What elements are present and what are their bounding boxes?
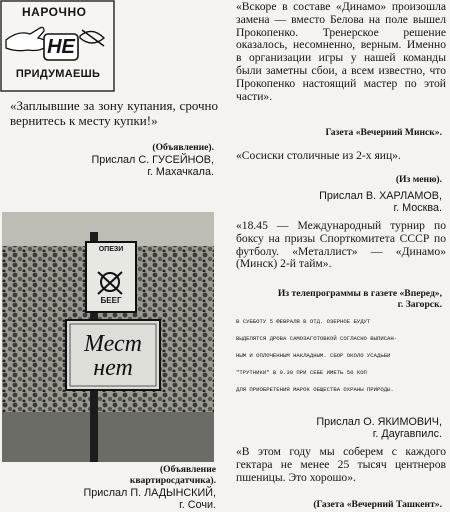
right-item-1-quote: «Вскоре в составе «Динамо» произошла замена — вместо Белова на поле вышел Прокопенко. Тренерское решение оказалось, несомненно, верным. Именно в организации игры у нашей команды были заметны сбои, а всем известно, что Прокопенко настоящий мастер по этой части». [236, 0, 446, 103]
left-item-1-note: (Объявление). [152, 142, 214, 153]
left-item-1-quote: «Заплывшие за зону купания, срочно вернитесь к месту купки!» [10, 98, 218, 128]
right-item-3-city: г. Загорск. [397, 299, 442, 310]
left-item-1-sender [10, 154, 214, 167]
typed-line: "ТРУТНИКИ" В 9.30 ПРИ СЕБЕ ИМЕТЬ 50 КОП [236, 369, 367, 376]
logo-line-1: НАРОЧНО [22, 5, 87, 19]
right-item-2-sender [236, 190, 442, 203]
sign-word: БЕЕГ [100, 296, 122, 305]
typed-line: НЫМ И ОПЛОЧЕННЫМ НАКЛАДНЫМ. СБОР ОКОЛО УСАДЬБИ [236, 352, 391, 359]
left-item-2-city: г. Сочи. [179, 499, 216, 511]
left-item-1-city: г. Махачкала. [147, 166, 214, 178]
left-item-2-sender [10, 487, 216, 500]
left-item-2-note-2: квартиросдатчика). [129, 475, 216, 486]
right-item-2-note: (Из меню). [395, 174, 442, 185]
sign-top-text: ОПЕЗИ [98, 246, 124, 253]
photo [2, 212, 214, 462]
right-item-1-source: Газета «Вечерний Минск». [325, 127, 442, 138]
right-item-4-source: (Газета «Вечерний Ташкент». [313, 499, 442, 510]
right-item-3-quote: «18.45 — Международный турнир по боксу на призы Спорткомитета СССР по футболу. «Металлист» — «Динамо» (Минск) 2-й тайм». [236, 219, 446, 271]
sender-prefix: Прислал [316, 416, 361, 428]
typed-line: ДЛЯ ПРИОБРЕТЕНИЯ МАРОК ОБЩЕСТВА ОХРАНЫ ПРИРОДЫ. [236, 386, 394, 393]
sender-prefix: Прислал [91, 154, 136, 166]
right-item-4-quote: «В этом году мы соберем с каждого гектара не менее 25 тысяч центнеров пшеницы. Это хорошо». [236, 445, 446, 484]
sender-name: В. ХАРЛАМОВ, [365, 190, 442, 202]
typed-line: ВЫДЕЛЯТСЯ ДРОВА САМОЗАГОТОВКОЙ СОГЛАСНО ВЫПИСАН- [236, 335, 398, 342]
right-item-2-city: г. Москва. [393, 202, 442, 214]
sender-prefix: Прислал [83, 487, 128, 499]
sender-name: П. ЛАДЫНСКИЙ, [130, 487, 216, 499]
right-item-3-source: Из телепрограммы в газете «Вперед», [277, 288, 442, 299]
sender-prefix: Прислал [319, 190, 363, 202]
sender-name: С. ГУСЕЙНОВ, [138, 154, 214, 166]
typed-notice [236, 316, 446, 408]
column-logo [0, 0, 115, 92]
board-text: Мест нет [84, 331, 142, 381]
right-typed-city: г. Даугавпилс. [372, 428, 442, 440]
right-item-2-quote: «Сосиски столичные из 2-х яиц». [236, 149, 401, 162]
left-item-2-note-1: (Объявление [159, 464, 216, 475]
logo-ne: НЕ [47, 36, 75, 58]
right-typed-sender [236, 416, 442, 429]
sender-name: О. ЯКИМОВИЧ, [363, 416, 442, 428]
logo-line-2: ПРИДУМАЕШЬ [15, 68, 101, 80]
typed-line: В СУББОТУ 5 ФЕВРАЛЯ В ОТД. ОЗЕРНОЕ БУДУТ [236, 318, 371, 325]
